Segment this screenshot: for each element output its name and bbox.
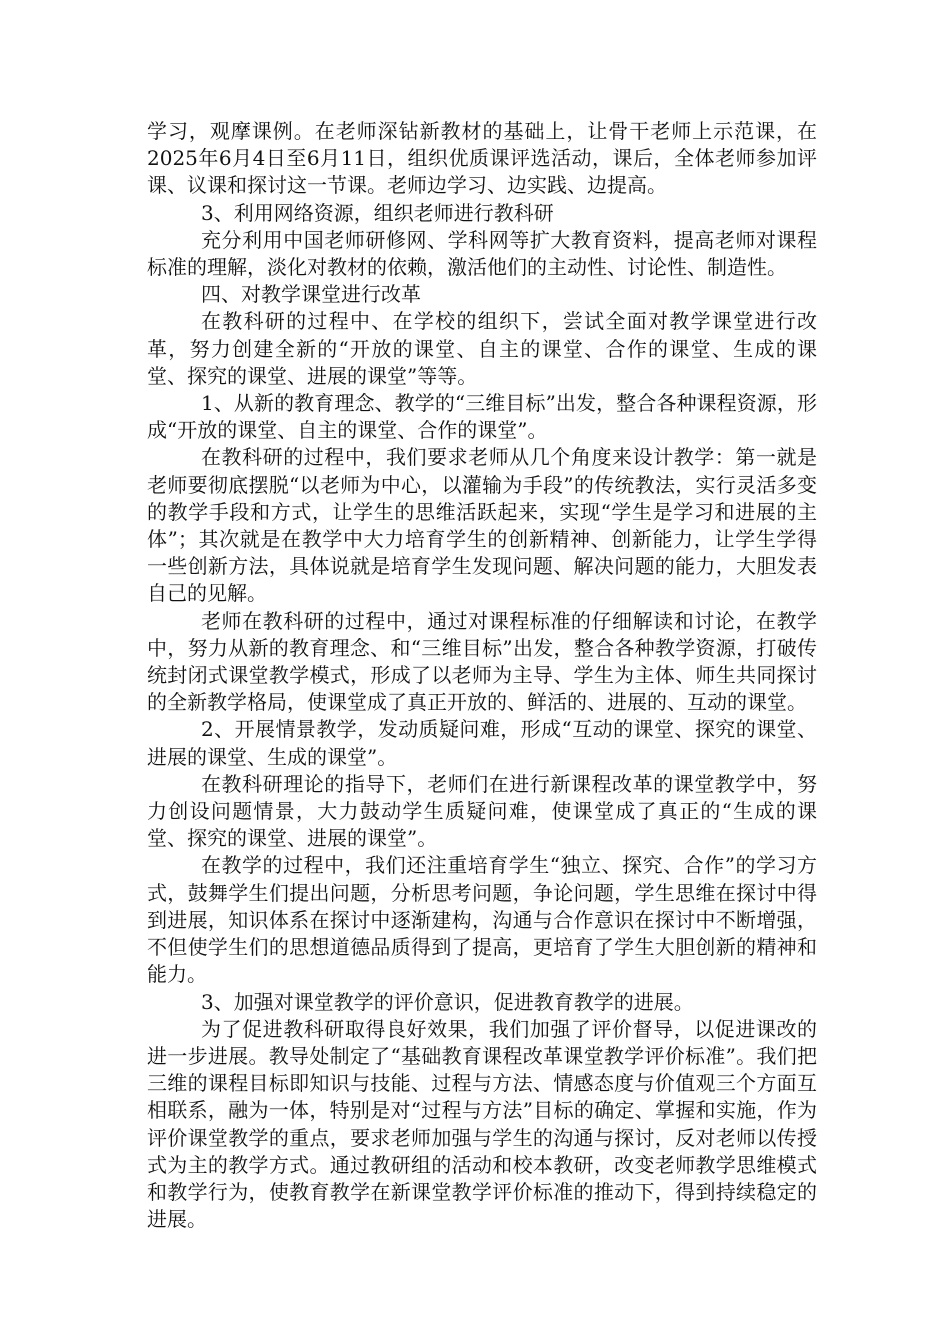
paragraph-12: 3、加强对课堂教学的评价意识，促进教育教学的进展。 [201,989,694,1014]
paragraph-6: 1、从新的教育理念、教学的“三维目标”出发，整合各种课程资源，形成“开放的课堂、自主的课堂、合作的课堂”。 [147,391,817,443]
paragraph-8: 老师在教科研的过程中，通过对课程标准的仔细解读和讨论，在教学中，努力从新的教育理念、和“三维目标”出发，整合各种教学资源，打破传统封闭式课堂教学模式，形成了以老师为主导、学生为主体、师生共同探讨的全新教学格局，使课堂成了真正开放的、鲜活的、进展的、互动的课堂。 [147,608,817,715]
document-body [147,118,817,1233]
paragraph-1: 学习，观摩课例。在老师深钻新教材的基础上，让骨干老师上示范课，在2025年6月4日至6月11日，组织优质课评选活动，课后，全体老师参加评课、议课和探讨这一节课。老师边学习、边实践、边提高。 [147,119,817,198]
paragraph-11: 在教学的过程中，我们还注重培育学生“独立、探究、合作”的学习方式，鼓舞学生们提出问题，分析思考问题，争论问题，学生思维在探讨中得到进展，知识体系在探讨中逐渐建构，沟通与合作意识在探讨中不断增强，不但使学生们的思想道德品质得到了提高，更培育了学生大胆创新的精神和能力。 [147,853,817,987]
paragraph-3: 充分利用中国老师研修网、学科网等扩大教育资料，提高老师对课程标准的理解，淡化对教材的依赖，激活他们的主动性、讨论性、制造性。 [147,227,817,280]
paragraph-5: 在教科研的过程中、在学校的组织下，尝试全面对教学课堂进行改革，努力创建全新的“开放的课堂、自主的课堂、合作的课堂、生成的课堂、探究的课堂、进展的课堂”等等。 [147,309,817,388]
section-heading-4: 四、对教学课堂进行改革 [201,282,421,307]
paragraph-9: 2、开展情景教学，发动质疑问难，形成“互动的课堂、探究的课堂、进展的课堂、生成的课堂”。 [147,717,817,769]
paragraph-10: 在教科研理论的指导下，老师们在进行新课程改革的课堂教学中，努力创设问题情景，大力鼓动学生质疑问难，使课堂成了真正的“生成的课堂、探究的课堂、进展的课堂”。 [147,771,817,851]
paragraph-13: 为了促进教科研取得良好效果，我们加强了评价督导，以促进课改的进一步进展。教导处制定了“基础教育课程改革课堂教学评价标准”。我们把三维的课程目标即知识与技能、过程与方法、情感态度与价值观三个方面互相联系，融为一体，特别是对“过程与方法”目标的确定、掌握和实施，作为评价课堂教学的重点，要求老师加强与学生的沟通与探讨，反对老师以传授式为主的教学方式。通过教研组的活动和校本教研，改变老师教学思维模式和教学行为，使教育教学在新课堂教学评价标准的推动下，得到持续稳定的进展。 [147,1016,817,1232]
paragraph-7: 在教科研的过程中，我们要求老师从几个角度来设计教学：第一就是老师要彻底摆脱“以老师为中心，以灌输为手段”的传统教法，实行灵活多变的教学手段和方式，让学生的思维活跃起来，实现“学生是学习和进展的主体”；其次就是在教学中大力培育学生的创新精神、创新能力，让学生学得一些创新方法，具体说就是培育学生发现问题、解决问题的能力，大胆发表自己的见解。 [147,445,817,606]
paragraph-2: 3、利用网络资源，组织老师进行教科研 [201,200,554,225]
